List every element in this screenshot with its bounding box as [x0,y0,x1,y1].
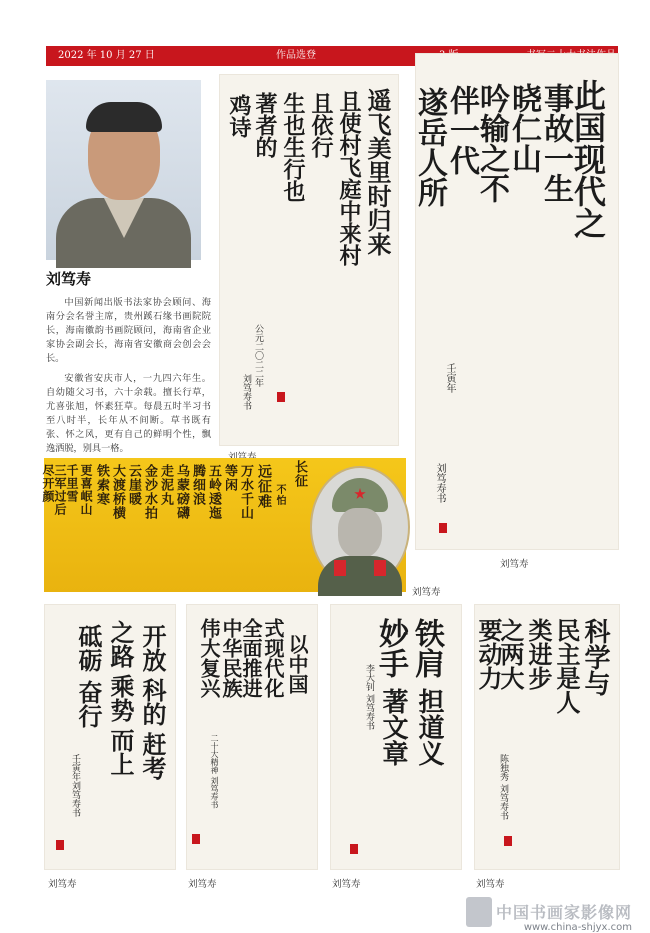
banner-col-9: 走泥丸 [158,464,173,506]
header-date: 2022 年 10 月 27 日 [58,50,155,61]
bio-paragraph-2: 安徽省安庆市人，一九四六年生。自幼随父习书，六十余载。擅长行草，尤喜张旭，怀素狂草。每晨五时半习书至八时半，长年从不间断。草书既有张、怀之风，更有自己的鲜明个性，飘逸洒脱，别具一格。 [46,373,211,454]
calligraphy-work-1 [219,74,399,446]
work-3-col-7: 砥砺 [74,624,103,672]
work-3-col-6: 而上 [106,728,135,776]
banner-col-15: 千里雪 [65,464,79,503]
work-3-inscription: 壬寅年刘笃寿书 [70,754,80,817]
work-6-col-2: 民主是人 [552,618,581,714]
work-6-col-4: 之两大 [496,618,525,690]
banner-col-8: 乌蒙磅礴 [174,464,189,520]
calligraphy-work-4 [186,604,318,870]
banner-col-6: 五岭逶迤 [206,464,221,520]
calligraphy-work-5 [330,604,462,870]
banner-col-2: 不怕 [274,484,285,506]
banner-col-1: 长征 [292,460,307,488]
work-1-col-4: 生也生行也 [280,92,306,202]
work-5-col-4: 著文章 [378,688,408,766]
banner-col-17: 尽开颜 [41,464,55,503]
work-1-col-6: 鸡诗 [226,94,252,138]
work-4-inscription: 二十大精神 刘笃寿书 [210,734,219,809]
caption-work-2: 刘笃寿 [500,559,529,570]
work-2-col-5: 伴一代 [444,85,479,175]
banner-col-4: 万水千山 [238,464,253,520]
work-1-inscription-1: 公元二〇二二年 [253,324,263,387]
banner-col-5: 等闲 [222,464,237,492]
portrait-medallion [310,466,410,588]
work-1-inscription-2: 刘笃寿书 [241,374,251,410]
watermark-brand: 中国书画家影像网 [495,903,632,922]
work-1-col-2: 且使村飞庭中来村 [336,90,362,266]
work-2-col-4: 吟输之不 [474,83,509,203]
work-6-col-3: 类进步 [524,618,553,690]
work-2-col-6: 遂岳人所 [412,87,447,207]
work-5-col-1: 铁肩 [409,618,444,678]
work-3-col-1: 开放 [138,624,167,672]
work-6-inscription: 陈独秀 刘笃寿书 [498,754,508,820]
work-2-col-2: 事故一生 [538,83,573,203]
banner-col-11: 云崖暖 [126,464,141,506]
watermark-logo-icon [466,897,492,927]
banner-col-10: 金沙水拍 [142,464,157,520]
calligraphy-work-3 [44,604,176,870]
author-bio [46,296,211,462]
work-6-col-5: 要动力 [474,618,503,690]
caption-work-6: 刘笃寿 [476,879,505,890]
work-3-col-5: 乘势 [106,674,135,722]
seal-mark [350,844,358,854]
seal-mark [439,523,447,533]
work-1-col-3: 且依行 [308,92,334,158]
work-2-inscription-1: 壬寅年 [444,363,455,393]
caption-banner: 刘笃寿 [412,587,441,598]
banner-col-13: 铁索寒 [94,464,109,506]
work-4-col-2: 式现代化 [261,618,285,698]
work-4-col-1: 以中国 [285,634,309,694]
banner-col-12: 大渡桥横 [110,464,125,520]
banner-col-14: 更喜岷山 [79,464,93,516]
work-4-col-3: 全面推进 [239,618,263,698]
seal-mark [504,836,512,846]
banner-col-16: 三军过后 [53,464,67,516]
seal-mark [192,834,200,844]
calligraphy-work-6 [474,604,620,870]
work-1-col-1: 遥飞美里时归来 [363,88,392,256]
work-3-col-4: 之路 [106,620,135,668]
work-4-col-5: 伟大复兴 [197,618,221,698]
banner-col-3: 远征难 [256,464,272,509]
work-2-col-3: 晓仁山 [506,83,541,173]
work-3-col-8: 奋行 [74,680,103,728]
watermark-site: www.china-shjyx.com [523,922,632,933]
caption-work-4: 刘笃寿 [188,879,217,890]
seal-mark [56,840,64,850]
banner-col-7: 腾细浪 [190,464,205,506]
work-5-inscription: 李大钊 刘笃寿书 [364,664,374,730]
header-column: 作品选登 [276,50,316,61]
work-3-col-2: 科的 [138,678,167,726]
work-3-col-3: 赶考 [138,732,167,780]
caption-work-3: 刘笃寿 [48,879,77,890]
work-2-inscription-2: 刘笃寿书 [434,463,445,503]
work-5-col-3: 妙手 [373,618,408,678]
work-5-col-2: 担道义 [414,688,444,766]
author-photo [46,80,201,260]
author-name: 刘笃寿 [46,270,92,288]
work-6-col-1: 科学与 [580,618,610,696]
watermark [495,900,632,933]
bio-paragraph-1: 中国新闻出版书法家协会顾问、海南分会名誉主席，贵州蹊石缘书画院院长，海南徽韵书画院顾问，海南省企业家协会副会长，海南省安徽商会创会会长。 [46,297,211,364]
work-4-col-4: 中华民族 [219,618,243,698]
seal-mark [277,392,285,402]
work-1-col-5: 著者的 [252,92,278,158]
caption-work-5: 刘笃寿 [332,879,361,890]
calligraphy-work-2 [412,53,619,550]
work-2-col-1: 此国现代之 [569,79,607,239]
